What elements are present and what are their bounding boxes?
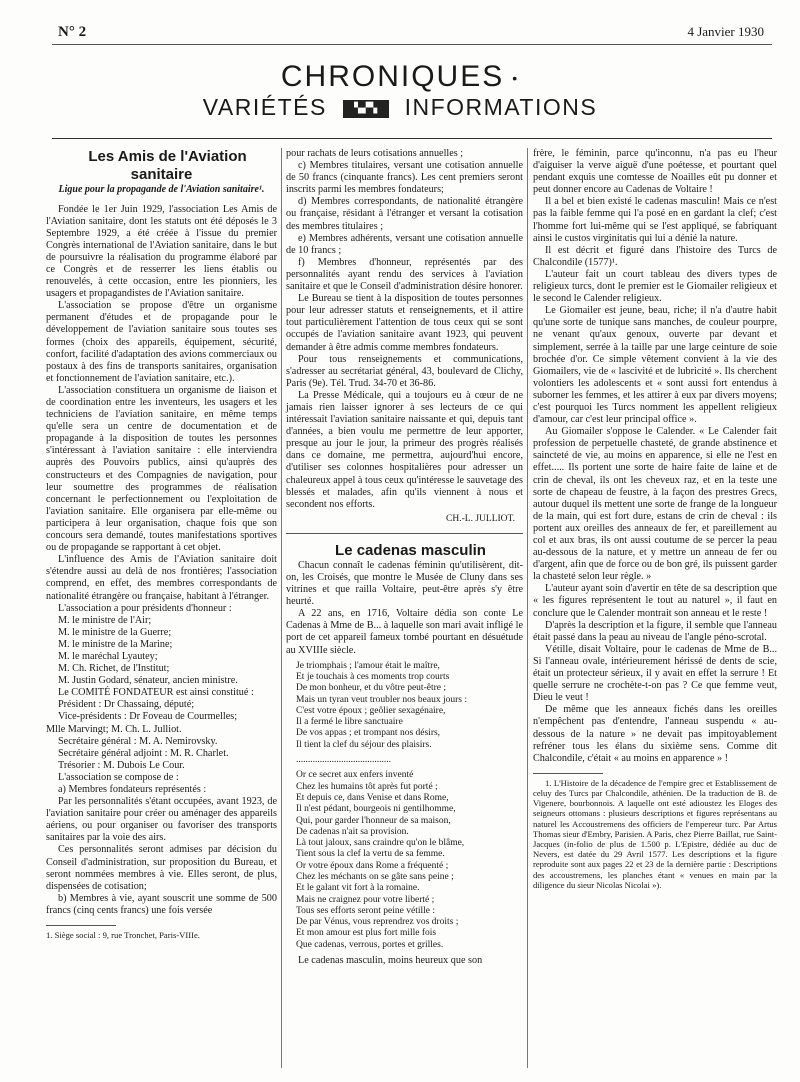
list-item: M. le ministre de l'Air; (58, 614, 152, 626)
poem-separator: ........................................ (296, 755, 391, 766)
issue-number: N° 2 (58, 24, 87, 40)
poem-stanza (286, 770, 523, 951)
paragraph: L'auteur fait un court tableau des divers types de religieux turcs, dont le premier est le Giomailer religieux et le second le Calender religieux. (533, 268, 777, 305)
masthead-dot: • (512, 70, 520, 87)
masthead-ornament-logo: ▚▞▚ (343, 100, 389, 118)
poem-line: De mon bonheur, et du vôtre peut-être ; (296, 683, 446, 694)
poem-line: Et le galant vit fort à la romaine. (296, 883, 420, 894)
poem-line: Chez les méchants on se gâte sans peine ; (296, 872, 454, 882)
poem-line: Mais un tyran veut troubler nos beaux jours : (296, 694, 467, 705)
paragraph: Le Bureau se tient à la disposition de toutes personnes pour leur adresser statuts et renseignements, et il attire tout particulièrement l'attention de tous ceux qui se sont occupés de l'aviation sanitaire avant 1923, qui peuvent demander à être admis comme membres fondateurs. (286, 293, 523, 353)
paragraph: Pour tous renseignements et communications, s'adresser au secrétariat général, 43, boulevard de Clichy, Paris (9e). Tél. Trud. 34-70 et 36-86. (286, 353, 523, 389)
paragraph: Il a bel et bien existé le cadenas masculin! Mais ce n'est pas la faible femme qui l'a posé en en gardant la clef; c'est l'homme fort lui-même qui se l'est appliqué, se fabriquant ainsi le custos virginitatis qui lui a dénié la nature. (533, 196, 777, 244)
paragraph: Le COMITÉ FONDATEUR est ainsi constitué : (58, 687, 254, 699)
article-separator (286, 533, 523, 534)
list-item: Trésorier : M. Dubois Le Cour. (58, 759, 185, 771)
poem-line: Or ce secret aux enfers inventé (296, 770, 414, 781)
poem-line: Qui, pour garder l'honneur de sa maison, (296, 815, 451, 826)
list-item: Secrétaire général : M. A. Nemirovsky. (58, 735, 218, 747)
article-title: Les Amis de l'Aviation sanitaire (88, 148, 247, 183)
paragraph: D'après la description et la figure, il semble que l'anneau était passé dans la peau au niveau de l'angle péno-scrotal. (533, 619, 777, 643)
poem-stanza (286, 661, 523, 751)
list-item: Mlle Marvingt; M. Ch. L. Julliot. (46, 723, 182, 735)
paragraph: Au Giomailer s'oppose le Calender. « Le Calender fait profession de perpetuelle chasteté, de grande abstinence et saincteté de vie, au moins en apparence, si elle ne l'est en effet..... Ils portent une sorte de haire faite de laine et de crin de cheval, ils ont les cheveux raz, et en la teste une sorte de chapeau de feustre, à la façon des prestres Grecs, autour duquel ils mettent une sorte de frange de la longueur de la main, qui est fort dure, estans de crin de cheval : ils portent aux oreilles des anneaux de fer, et pareillement au col et aux bras, ils ont aussi coutume de se percer la peau au-dessous de la nature, et y mettre un anneau de fer ou d'argent, afin que de force ou de bon gré, ils puissent garder la chasteté selon leur règle. » (533, 426, 777, 583)
list-item: M. le maréchal Lyautey; (58, 650, 158, 662)
masthead (0, 60, 800, 121)
paragraph: f) Membres d'honneur, représentés par des personnalités ayant rendu des services à l'aviation sanitaire et que le Conseil d'administration désire honorer. (286, 256, 523, 293)
poem-line: Et je touchais à ces moments trop courts (296, 671, 450, 682)
paragraph: A 22 ans, en 1716, Voltaire dédia son conte Le Cadenas à Mme de B... à laquelle son mari avait infligé le port de cet appareil fameux tombé pourtant en désuétude au XVIIIe siècle. (286, 608, 523, 656)
list-item: Secrétaire général adjoint : M. R. Charlet. (58, 747, 229, 759)
poem-line: De cadenas n'ait sa provision. (296, 826, 409, 837)
poem-line: Et depuis ce, dans Venise et dans Rome, (296, 792, 449, 803)
paragraph: L'association a pour présidents d'honneur : (58, 602, 232, 614)
masthead-right: INFORMATIONS (404, 94, 598, 120)
paragraph: L'association se propose d'être un organisme permanent d'études et de propagande pour le développement de l'aviation sanitaire sous toutes ses formes (choix des appareils, équipement, sécurité, confort, facilité d'adaptation des avions commerciaux ou postaux à des fins de transports sanitaires, organisation et fonctionnement de l'aviation sanitaire, etc.). (46, 300, 277, 384)
paragraph: Vétille, disait Voltaire, pour le cadenas de Mme de B... Si l'anneau ovale, intérieurement hérissé de dents de scie, était un protecteur sérieux, il y avait en effet la serrure ! Et quelle serrure ne crochète-t-on pas ? Ce que femme veut, Dieu le veut ! (533, 643, 777, 704)
poem-line: Il n'est pédant, bourgeois ni gentilhomme, (296, 804, 456, 815)
list-item: Vice-présidents : Dr Foveau de Courmelles; (58, 711, 238, 723)
column-divider (527, 148, 528, 1068)
paragraph: Le Giomailer est jeune, beau, riche; il n'a d'autre habit qu'une sorte de tunique sans manches, de couleur pourpre, ne venant qu'aux genoux, ouverte par devant et simplement, serrée à la taille par une large ceinture de soie brochée d'or. Ce simple vêtement convient à la vie des Giomailers, vie de « lascivité et de lubricité ». Ils cherchent volontiers les adolescents et « sont aussi fort entendus à suborner les femmes, et les attirer à eux par divers moyens; c'est pourquoi les Turcs nomment les appellent religieux d'amour, car c'est leur principal office ». (533, 305, 777, 426)
paragraph: L'influence des Amis de l'Aviation sanitaire doit s'étendre aussi au delà de nos frontières; l'association comprend, en effet, des membres correspondants de nationalité étrangère ou française, habitant à l'étranger. (46, 554, 277, 602)
paragraph: L'association se compose de : (58, 771, 179, 783)
paragraph: Fondée le 1er Juin 1929, l'association Les Amis de l'Aviation sanitaire, dont les statuts ont été déposés le 3 Septembre 1929, a été créée à l'issue du premier Congrès international de l'Aviation sanitaire, dans le but de poursuivre la réalisation du programme élaboré par ce Congrès et de resserrer les liens établis ou renouvelés, à cette occasion, entre les pionniers, les usagers et propagandistes de l'Aviation sanitaire. (46, 203, 277, 300)
poem-line: De par Vénus, vous reprendrez vos droits ; (296, 917, 459, 928)
footnote: 1. Siège social : 9, rue Tronchet, Paris-VIIIe. (46, 930, 200, 941)
paragraph: L'association constituera un organisme de liaison et de coordination entre les inventeurs, les usagers et les techniciens de l'aviation sanitaire, en même temps qu'elle sera un centre de documentation et de propagande à la disposition de toutes les personnes s'intéressant à l'aviation sanitaire : elle interviendra auprès des Pouvoirs publics, ainsi qu'auprès des constructeurs et des Compagnies de navigation, pour leur soumettre des programmes de réalisation concernant le perfectionnement ou l'exploitation de l'aviation sanitaire. Elle organisera par elle-même ou participera à leur organisation, chaque fois que son concours sera demandé, toutes manifestations sportives ou de propagande se rapportant à cet objet. (46, 384, 277, 554)
paragraph: pour rachats de leurs cotisations annuelles ; (286, 148, 464, 159)
footnote-rule (533, 773, 603, 774)
list-item: M. le ministre de la Marine; (58, 638, 173, 650)
column-1 (46, 148, 277, 940)
column-divider (281, 148, 282, 1068)
poem-line: De vos appas ; et trompant nos désirs, (296, 728, 441, 739)
issue-date: 4 Janvier 1930 (687, 24, 764, 39)
paragraph: d) Membres correspondants, de nationalité étrangère ou française, résidant à l'étranger et versant la cotisation des membres titulaires ; (286, 196, 523, 232)
list-item: M. le ministre de la Guerre; (58, 626, 172, 638)
footnote-rule (46, 925, 116, 926)
article-title: Le cadenas masculin (335, 541, 486, 559)
poem-line: Il a fermé le libre sanctuaire (296, 717, 403, 728)
poem-line: C'est votre époux ; geôlier sexagénaire, (296, 705, 446, 716)
column-3 (533, 148, 777, 890)
paragraph: c) Membres titulaires, versant une cotisation annuelle de 50 francs (cinquante francs). Les cent premiers seront inscrits parmi les membres fondateurs; (286, 160, 523, 196)
masthead-title: CHRONIQUES (280, 60, 505, 93)
poem-line: Tient sous la clef la vertu de sa femme. (296, 849, 445, 860)
header-rule (52, 44, 772, 45)
paragraph: L'auteur ayant soin d'avertir en tête de sa description que « les figures représentent le tout au naturel », il faut en conclure que le Calender montrait son anneau et le reste ! (533, 583, 777, 619)
paragraph: Le cadenas masculin, moins heureux que son (298, 955, 483, 967)
column-2 (286, 148, 523, 967)
poem-line: Chez les humains tôt après fut porté ; (296, 781, 438, 792)
poem-line: Je triomphais ; l'amour était le maître, (296, 660, 440, 671)
masthead-rule (52, 138, 772, 139)
paragraph: e) Membres adhérents, versant une cotisation annuelle de 10 francs ; (286, 232, 523, 256)
paragraph: De même que les anneaux fichés dans les oreilles n'empêchent pas d'entendre, l'anneau suspendu « au-dessous de la nature » ne devait pas impitoyablement refréner tous les élans du sixième sens. Comme dit Chalcondile, c'était « au moins en apparence » ! (533, 704, 777, 764)
article-subtitle: Ligue pour la propagande de l'Aviation sanitaire¹. (58, 184, 265, 195)
list-item: M. Justin Godard, sénateur, ancien ministre. (58, 675, 238, 687)
poem-line: Tous ses efforts seront peine vétille : (296, 905, 435, 916)
paragraph: La Presse Médicale, qui a toujours eu à cœur de ne jamais rien laisser ignorer à ses lecteurs de ce qui intéressait l'aviation sanitaire naissante et qui, depuis tant d'années, a bien voulu me permettre de leur apporter, presque au jour le jour, la primeur des progrès réalisés dans ce domaine, me permettra, aujourd'hui encore, d'utiliser ses colonnes hospitalières pour adresser un chaleureux appel à tous ceux qu'intéresse le sauvetage des blessés et malades, afin qu'ils viennent à nous et secondent nos efforts. (286, 389, 523, 510)
poem-line: Et mon amour est plus fort mille fois (296, 928, 437, 939)
poem-line: Là tout jaloux, sans craindre qu'on le blâme, (296, 838, 465, 849)
signature: CH.-L. JULLIOT. (446, 513, 515, 524)
paragraph: Ces personnalités seront admises par décision du Conseil d'administration, sur proposition du Bureau, et seront nommées membres à vie. Elles seront, de plus, dispensées de cotisation; (46, 844, 277, 892)
masthead-left: VARIÉTÉS (202, 94, 327, 120)
paragraph: Il est décrit et figuré dans l'histoire des Turcs de Chalcondile (1577)¹. (533, 244, 777, 268)
list-item: M. Ch. Richet, de l'Institut; (58, 663, 170, 675)
poem-line: Que cadenas, verrous, portes et grilles. (296, 939, 444, 950)
poem-line: Mais ne craignez pour votre liberté ; (296, 894, 435, 905)
poem-line: Or votre époux dans Rome a fréquenté ; (296, 860, 449, 871)
poem-line: Il tient la clef du séjour des plaisirs. (296, 739, 432, 750)
paragraph: Par les personnalités s'étant occupées, avant 1923, de l'aviation sanitaire pour créer ou aménager des appareils aériens, ou pour organiser ou favoriser des transports sanitaires par la voie des airs. (46, 796, 277, 844)
footnote: 1. L'Histoire de la décadence de l'empire grec et Establissement de celuy des Turcs par Chalcondile, athénien. De la traduction de B. de Vigenere, bourbonnois. A laquelle ont esté adioustez les Eloges des seigneurs ottomans : plusieurs descriptions et figures représentans au naturel les Accoustremens des officiers de l'empereur turc. Par Artus Thomas sieur d'Embry, Parisien. A Paris, chez Pierre Baillat, rue Saint-Jacques (in-folio de plus de 1.500 p. L'Epistre, dédiée au duc de Nevers, est datée du 29 Avril 1577. Les descriptions et la figure reproduite sont aux pages 22 et 23 de la dernière partie : Descriptions des accoustremens, les planches étant « venues en main par la diligence du sieur Nicolas Nicolai »). (533, 777, 777, 890)
paragraph: Chacun connaît le cadenas féminin qu'utilisèrent, dit-on, les Croisés, que montre le Musée de Cluny dans ses vitrines et que railla Voltaire, peut-être après s'y être heurté. (286, 559, 523, 608)
list-item: Président : Dr Chassaing, député; (58, 699, 195, 711)
paragraph: b) Membres à vie, ayant souscrit une somme de 500 francs (cinq cents francs) une fois versée (46, 892, 277, 916)
paragraph: frère, le féminin, parce qu'inconnu, n'a pas eu l'heur d'aiguiser la verve aiguë d'une poétesse, et pourtant quel pendant exquis une comtesse de Noailles eût pu donner et peut donner encore au Cadenas de Voltaire ! (533, 148, 777, 196)
paragraph: a) Membres fondateurs représentés : (58, 784, 207, 795)
